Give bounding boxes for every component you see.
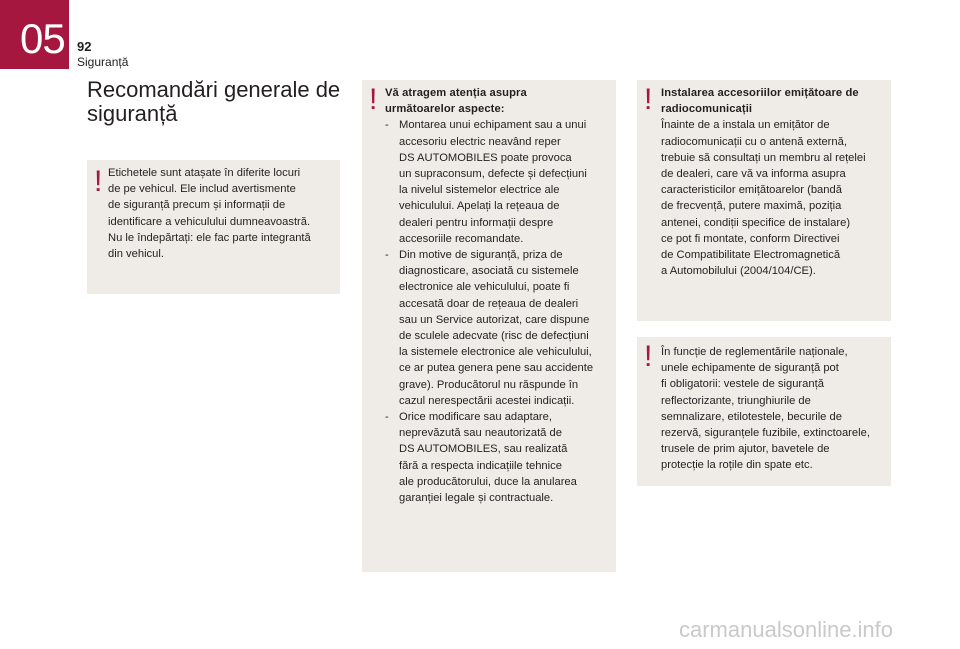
text-line: de frecvență, putere maximă, poziția	[661, 200, 842, 213]
text-line: neprevăzută sau neautorizată de	[399, 427, 562, 440]
text-line: reflectorizante, triunghiurile de	[661, 394, 811, 407]
text-line: garanției legale și contractuale.	[399, 492, 554, 505]
radio-accessories-text	[661, 85, 890, 279]
text-line: protecție la roțile din spate etc.	[661, 459, 813, 472]
text-line: identificare a vehiculului dumneavoastră.	[108, 215, 311, 228]
warning-icon: !	[94, 165, 103, 198]
text-line: grave). Producătorul nu răspunde în	[399, 378, 579, 391]
text-line: fără a respecta indicațiile tehnice	[399, 459, 562, 472]
text-line: trebuie să consultați un membru al rețelei	[661, 151, 866, 164]
watermark: carmanualsonline.info	[679, 617, 894, 642]
text-line: Înainte de a instala un emițător de	[661, 119, 830, 132]
list-dash: -	[385, 411, 389, 424]
text-line: trusele de prim ajutor, bavetele de	[661, 443, 830, 456]
text-line: Orice modificare sau adaptare,	[399, 411, 552, 424]
box-heading-line: Vă atragem atenția asupra	[385, 87, 527, 99]
text-line: Montarea unui echipament sau a unui	[399, 119, 587, 132]
text-line: vehiculului. Apelați la rețeaua de	[399, 200, 560, 213]
list-item	[385, 409, 613, 506]
text-line: sau un Service autorizat, care dispune	[399, 313, 590, 326]
text-line: de dealeri, care vă va informa asupra	[661, 168, 846, 181]
page-number: 92	[77, 39, 92, 54]
text-line: radiocomunicații cu o antenă externă,	[661, 135, 847, 148]
text-line: În funcție de reglementările naționale,	[661, 346, 848, 358]
page-title	[87, 78, 347, 126]
text-line: electronice ale vehiculului, poate fi	[399, 281, 570, 294]
labels-warning-box	[87, 160, 340, 294]
text-line: fi obligatorii: vestele de siguranță	[661, 378, 824, 391]
warning-icon: !	[644, 83, 653, 116]
labels-warning-text	[108, 165, 338, 262]
attention-warning-text	[385, 85, 613, 506]
safety-equipment-warning-box	[637, 337, 891, 486]
text-line: de siguranță precum și informații de	[108, 199, 286, 212]
list-item	[385, 117, 613, 247]
text-line: din vehicul.	[108, 248, 164, 261]
text-line: accesoriu electric neavând reper	[399, 135, 561, 148]
list-dash: -	[385, 119, 389, 132]
chapter-name: Siguranță	[77, 55, 129, 69]
text-line: cazul nerespectării acestei indicații.	[399, 394, 575, 407]
text-line: semnalizare, etilotestele, becurile de	[661, 410, 842, 423]
safety-equipment-text	[661, 344, 890, 474]
text-line: Din motive de siguranță, priza de	[399, 249, 563, 262]
box-heading-line: radiocomunicații	[661, 103, 753, 116]
text-line: un supraconsum, defecte și defecțiuni	[399, 168, 587, 181]
text-line: Nu le îndepărtați: ele fac parte integrantă	[108, 231, 311, 244]
attention-warning-box	[362, 80, 616, 572]
text-line: de Compatibilitate Electromagnetică	[661, 249, 841, 262]
page-title-line: Recomandări generale de	[87, 77, 341, 102]
text-line: a Automobilului (2004/104/CE).	[661, 265, 816, 278]
page-title-line: siguranță	[87, 101, 178, 126]
text-line: DS AUTOMOBILES poate provoca	[399, 151, 572, 164]
radio-accessories-warning-box	[637, 80, 891, 321]
text-line: ale producătorului, duce la anularea	[399, 475, 577, 488]
text-line: antenei, condiții specifice de instalare)	[661, 216, 851, 229]
text-line: ce pot fi montate, conform Directivei	[661, 232, 840, 245]
text-line: la nivelul sistemelor electrice ale	[399, 184, 560, 197]
text-line: la sistemele electronice ale vehiculului,	[399, 346, 592, 359]
text-line: Etichetele sunt atașate în diferite locuri	[108, 167, 301, 179]
chapter-tab	[0, 0, 69, 69]
text-line: accesată doar de rețeaua de dealeri	[399, 297, 579, 310]
list-dash: -	[385, 249, 389, 262]
text-line: rezervă, siguranțele fuzibile, extinctoarele,	[661, 427, 870, 440]
text-line: de sculele adecvate (risc de defecțiuni	[399, 330, 589, 343]
text-line: ce ar putea genera pene sau accidente	[399, 362, 594, 375]
text-line: dealeri pentru informații despre	[399, 216, 554, 229]
text-line: DS AUTOMOBILES, sau realizată	[399, 443, 568, 456]
list-item	[385, 247, 613, 409]
text-line: unele echipamente de siguranță pot	[661, 362, 839, 375]
warning-icon: !	[644, 340, 653, 373]
text-line: diagnosticare, asociată cu sistemele	[399, 265, 579, 278]
text-line: caracteristicilor emițătoarelor (bandă	[661, 184, 842, 197]
text-line: de pe vehicul. Ele includ avertismente	[108, 183, 296, 196]
chapter-number: 05	[20, 15, 65, 62]
warning-icon: !	[369, 83, 378, 116]
box-heading-line: Instalarea accesoriilor emițătoare de	[661, 87, 859, 99]
text-line: accesoriile recomandate.	[399, 232, 524, 245]
box-heading-line: următoarelor aspecte:	[385, 103, 505, 116]
